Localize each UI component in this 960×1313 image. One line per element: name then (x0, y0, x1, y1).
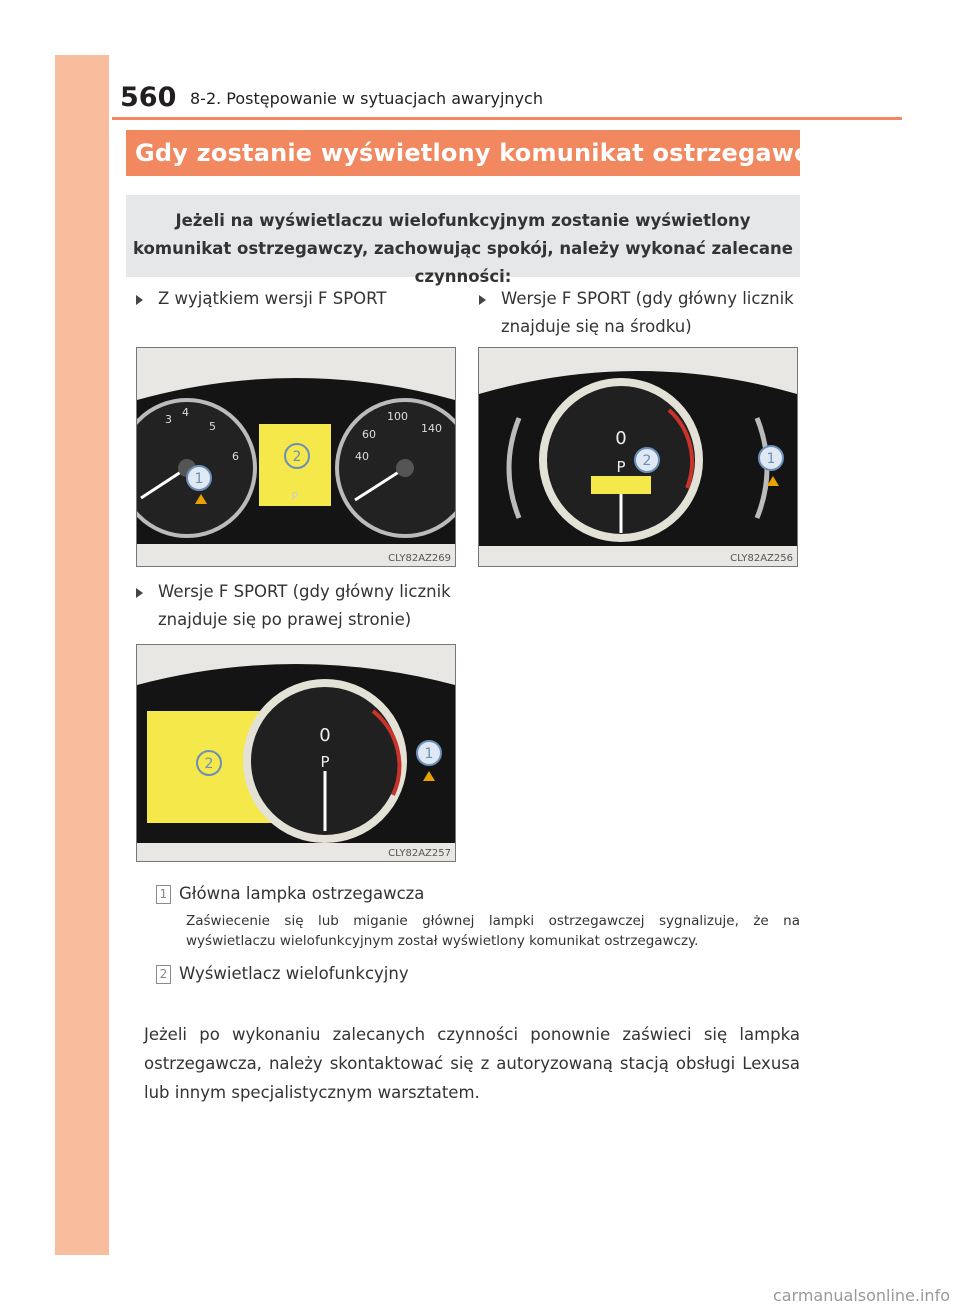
svg-text:1: 1 (194, 471, 204, 487)
intro-text: Jeżeli na wyświetlaczu wielofunkcyjnym zostanie wyświetlony komunikat ostrzegawczy, zachowując spokój, należy wykonać zalecane czynności: (126, 195, 800, 277)
svg-text:4: 4 (182, 406, 189, 419)
side-tab (55, 55, 109, 1255)
svg-text:P: P (320, 753, 330, 771)
chapter-title: 8-2. Postępowanie w sytuacjach awaryjnych (190, 89, 543, 108)
svg-text:100: 100 (387, 410, 408, 423)
legend-label: Wyświetlacz wielofunkcyjny (179, 964, 409, 983)
section-title: Gdy zostanie wyświetlony komunikat ostrzegawczy (126, 130, 800, 176)
svg-text:3: 3 (165, 413, 172, 426)
variant-heading: Z wyjątkiem wersji F SPORT (136, 285, 456, 313)
page-number: 560 (120, 82, 177, 113)
svg-text:5: 5 (209, 420, 216, 433)
figure-cluster-center (478, 347, 798, 567)
legend-item-2 (156, 964, 409, 984)
arrow-right-icon (479, 295, 486, 305)
callout-number: 1 (156, 885, 171, 904)
svg-text:P: P (616, 458, 626, 476)
legend-item-1 (156, 884, 424, 904)
svg-text:0: 0 (319, 725, 331, 746)
variant-heading: Wersje F SPORT (gdy główny licznik znajduje się na środku) (479, 285, 804, 341)
svg-text:P: P (291, 490, 299, 503)
figure-code: CLY82AZ256 (730, 553, 793, 564)
legend-label: Główna lampka ostrzegawcza (179, 884, 425, 903)
svg-text:60: 60 (362, 428, 376, 441)
svg-text:1: 1 (766, 451, 776, 467)
header-rule (112, 117, 902, 120)
arrow-right-icon (136, 295, 143, 305)
arrow-right-icon (136, 588, 143, 598)
svg-text:6: 6 (232, 450, 239, 463)
callout-number: 2 (156, 965, 171, 984)
legend-description: Zaświecenie się lub miganie głównej lampki ostrzegawczej sygnalizuje, że na wyświetlaczu wielofunkcyjnym został wyświetlony komunikat ostrzegawczy. (186, 913, 800, 949)
figure-code: CLY82AZ257 (388, 848, 451, 859)
figure-code: CLY82AZ269 (388, 553, 451, 564)
closing-paragraph: Jeżeli po wykonaniu zalecanych czynności ponownie zaświeci się lampka ostrzegawcza, należy skontaktować się z autoryzowaną stacją obsługi Lexusa lub innym specjalistycznym warsztatem. (144, 1025, 800, 1102)
svg-text:40: 40 (355, 450, 369, 463)
svg-text:2: 2 (292, 449, 302, 465)
svg-text:140: 140 (421, 422, 442, 435)
svg-text:2: 2 (204, 756, 214, 772)
figure-cluster-right (136, 644, 456, 862)
svg-text:0: 0 (615, 428, 627, 449)
variant-heading: Wersje F SPORT (gdy główny licznik znajduje się po prawej stronie) (136, 578, 466, 634)
figure-cluster-standard (136, 347, 456, 567)
svg-text:1: 1 (424, 746, 434, 762)
watermark: carmanualsonline.info (772, 1286, 950, 1305)
svg-text:2: 2 (642, 453, 652, 469)
